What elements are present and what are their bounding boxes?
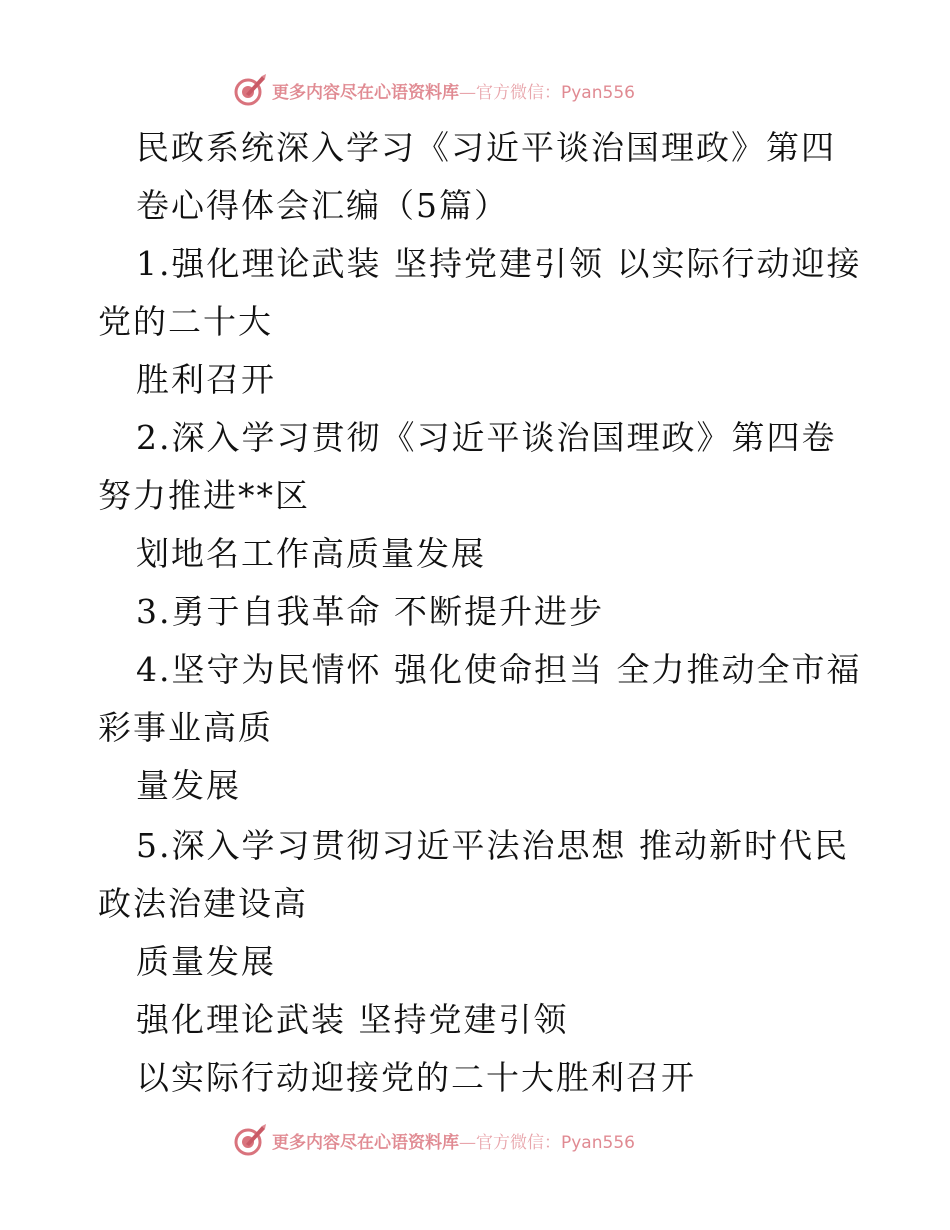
quill-pen-seal-icon <box>232 1122 268 1158</box>
toc-item-4-line-3: 量发展 <box>136 766 241 805</box>
toc-item-1-line-2: 党的二十大 <box>98 302 273 341</box>
toc-item-1-line-1: 1.强化理论武装 坚持党建引领 以实际行动迎接 <box>136 244 862 283</box>
watermark-site: 更多内容尽在心语资料库 <box>272 82 459 103</box>
section-heading-line-1: 强化理论武装 坚持党建引领 <box>136 1000 569 1039</box>
watermark-wechat-id: Pyan556 <box>561 82 635 103</box>
watermark-label: 官方微信： <box>476 82 561 103</box>
doc-title-line-1: 民政系统深入学习《习近平谈治国理政》第四 <box>136 128 836 167</box>
footer-watermark <box>232 1120 732 1160</box>
section-heading-line-2: 以实际行动迎接党的二十大胜利召开 <box>136 1058 696 1097</box>
watermark-wechat-id: Pyan556 <box>561 1132 635 1153</box>
toc-item-5-line-3: 质量发展 <box>136 942 276 981</box>
toc-item-3: 3.勇于自我革命 不断提升进步 <box>136 592 604 631</box>
doc-title-line-2: 卷心得体会汇编（5篇） <box>136 186 509 225</box>
header-watermark <box>232 70 732 110</box>
watermark-label: 官方微信： <box>476 1132 561 1153</box>
toc-item-2-line-2: 努力推进**区 <box>98 476 310 515</box>
toc-item-2-line-1: 2.深入学习贯彻《习近平谈治国理政》第四卷 <box>136 418 837 457</box>
watermark-text <box>272 78 635 103</box>
toc-item-5-line-1: 5.深入学习贯彻习近平法治思想 推动新时代民 <box>136 826 849 865</box>
toc-item-1-line-3: 胜利召开 <box>136 360 276 399</box>
watermark-site: 更多内容尽在心语资料库 <box>272 1132 459 1153</box>
toc-item-4-line-2: 彩事业高质 <box>98 708 273 747</box>
toc-item-4-line-1: 4.坚守为民情怀 强化使命担当 全力推动全市福 <box>136 650 862 689</box>
watermark-text <box>272 1128 635 1153</box>
toc-item-2-line-3: 划地名工作高质量发展 <box>136 534 486 573</box>
watermark-separator: — <box>459 82 476 103</box>
toc-item-5-line-2: 政法治建设高 <box>98 884 308 923</box>
quill-pen-seal-icon <box>232 72 268 108</box>
watermark-separator: — <box>459 1132 476 1153</box>
